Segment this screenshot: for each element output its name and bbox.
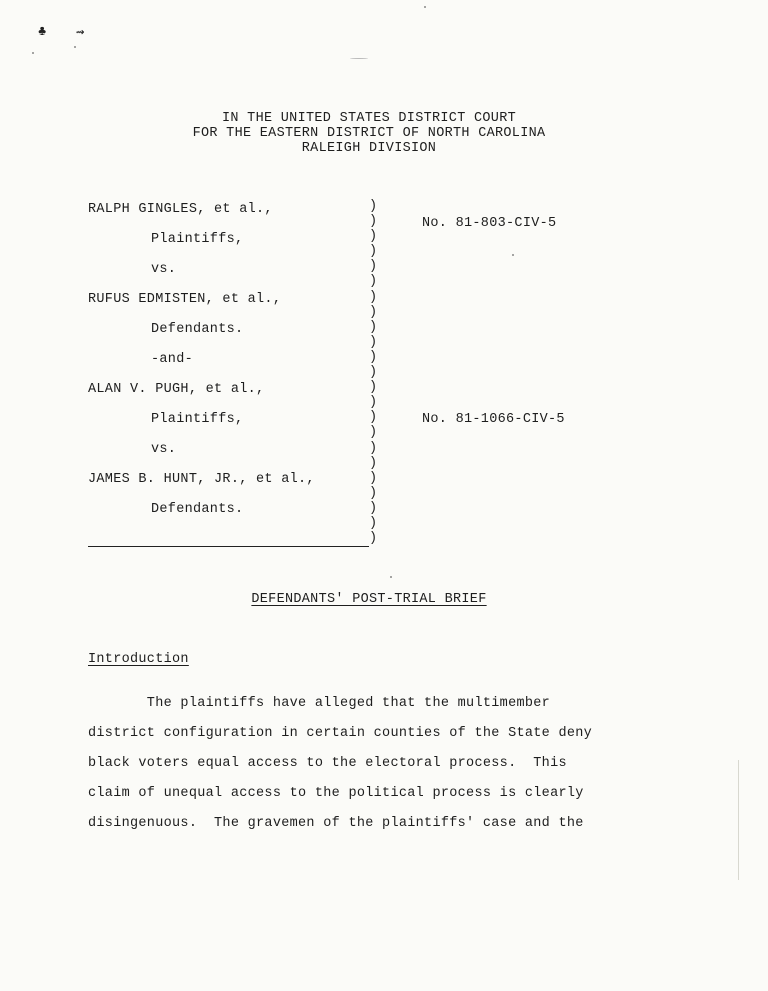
party-role: Defendants. (151, 502, 244, 517)
section-heading-text: Introduction (88, 652, 189, 667)
party-role: Defendants. (151, 322, 244, 337)
caption-paren: ) (369, 304, 378, 320)
document-title-text: DEFENDANTS' POST-TRIAL BRIEF (251, 592, 487, 607)
section-heading (88, 652, 189, 667)
caption-paren: ) (369, 274, 378, 290)
caption-paren: ) (369, 500, 378, 516)
court-heading (0, 111, 738, 156)
court-heading-line: FOR THE EASTERN DISTRICT OF NORTH CAROLINA (192, 126, 546, 141)
caption-paren: ) (369, 425, 378, 441)
court-heading-line: RALEIGH DIVISION (301, 141, 437, 156)
party-versus: vs. (151, 442, 177, 457)
party-conjunction: -and- (151, 352, 194, 367)
case-number: No. 81-803-CIV-5 (422, 216, 557, 231)
caption-paren: ) (369, 395, 378, 411)
speck (390, 576, 392, 578)
body-line: The plaintiffs have alleged that the multimember (88, 696, 551, 711)
caption-paren: ) (369, 515, 378, 531)
caption-paren: ) (369, 199, 378, 214)
caption-paren-column (369, 199, 377, 546)
caption-paren: ) (369, 455, 378, 471)
party-role: Plaintiffs, (151, 232, 244, 247)
party-versus: vs. (151, 262, 177, 277)
stray-mark: ⇝ (76, 25, 85, 41)
caption-paren: ) (369, 334, 378, 350)
caption-paren: ) (369, 214, 378, 230)
caption-rule (88, 546, 369, 547)
speck (74, 46, 76, 48)
caption-paren: ) (369, 365, 378, 381)
party-defendant-name: RUFUS EDMISTEN, et al., (88, 292, 282, 307)
caption-paren: ) (369, 380, 378, 396)
stray-mark: ♣ (38, 24, 47, 40)
speck (424, 6, 426, 8)
body-line: black voters equal access to the electoral process. This (88, 756, 567, 771)
caption-paren: ) (369, 349, 378, 365)
body-line: claim of unequal access to the political process is clearly (88, 786, 584, 801)
caption-paren: ) (369, 410, 378, 426)
caption-paren: ) (369, 289, 378, 305)
court-heading-line: IN THE UNITED STATES DISTRICT COURT (221, 111, 517, 126)
body-paragraph (88, 694, 648, 844)
party-role: Plaintiffs, (151, 412, 244, 427)
speck (350, 58, 368, 59)
speck (512, 254, 514, 256)
caption-paren: ) (369, 485, 378, 501)
speck (32, 52, 34, 54)
caption-paren: ) (369, 229, 378, 245)
body-line: district configuration in certain counties of the State deny (88, 726, 593, 741)
body-line: disingenuous. The gravemen of the plaintiffs' case and the (88, 816, 584, 831)
document-title (0, 592, 738, 607)
party-plaintiff-name: RALPH GINGLES, et al., (88, 202, 273, 217)
caption-paren: ) (369, 440, 378, 456)
party-plaintiff-name: ALAN V. PUGH, et al., (88, 382, 265, 397)
caption-paren: ) (369, 531, 378, 547)
scan-edge-line (738, 760, 739, 880)
caption-paren: ) (369, 244, 378, 260)
case-number: No. 81-1066-CIV-5 (422, 412, 565, 427)
party-defendant-name: JAMES B. HUNT, JR., et al., (88, 472, 315, 487)
caption-paren: ) (369, 470, 378, 486)
caption-paren: ) (369, 259, 378, 275)
caption-paren: ) (369, 319, 378, 335)
